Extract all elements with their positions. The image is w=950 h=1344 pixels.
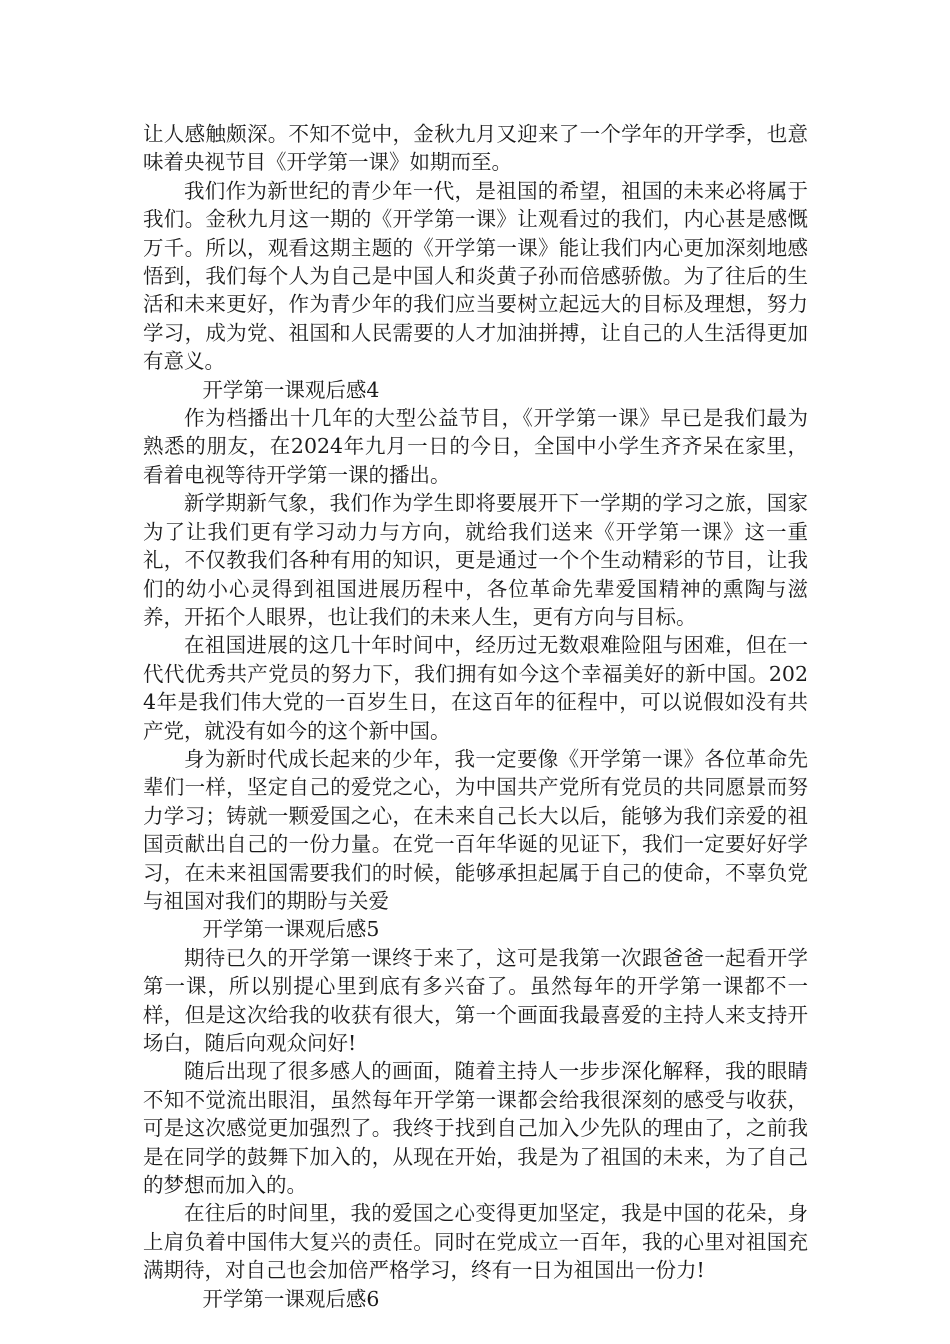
paragraph: 作为档播出十几年的大型公益节目，《开学第一课》早已是我们最为熟悉的朋友，在2024年九月一日的今日，全国中小学生齐齐呆在家里，看着电视等待开学第一课的播出。 <box>143 406 808 487</box>
paragraph: 在往后的时间里，我的爱国之心变得更加坚定，我是中国的花朵，身上肩负着中国伟大复兴的责任。同时在党成立一百年，我的心里对祖国充满期待，对自己也会加倍严格学习，终有一日为祖国出一份力! <box>143 1201 808 1283</box>
section-heading: 开学第一课观后感6 <box>202 1286 380 1311</box>
paragraph: 期待已久的开学第一课终于来了，这可是我第一次跟爸爸一起看开学第一课，所以别提心里到底有多兴奋了。虽然每年的开学第一课都不一样，但是这次给我的收获有很大，第一个画面我最喜爱的主持人来支持开场白，随后向观众问好! <box>143 945 808 1055</box>
paragraph: 随后出现了很多感人的画面，随着主持人一步步深化解释，我的眼睛不知不觉流出眼泪，虽然每年开学第一课都会给我很深刻的感受与收获，可是这次感觉更加强烈了。我终于找到自己加入少先队的理由了，之前我是在同学的鼓舞下加入的，从现在开始，我是为了祖国的未来，为了自己的梦想而加入的。 <box>143 1059 808 1198</box>
section-heading: 开学第一课观后感5 <box>202 917 380 942</box>
paragraph: 我们作为新世纪的青少年一代，是祖国的希望，祖国的未来必将属于我们。金秋九月这一期的《开学第一课》让观看过的我们，内心甚是感慨万千。所以，观看这期主题的《开学第一课》能让我们内心更加深刻地感悟到，我们每个人为自己是中国人和炎黄子孙而倍感骄傲。为了往后的生活和未来更好，作为青少年的我们应当要树立起远大的目标及理想，努力学习，成为党、祖国和人民需要的人才加油拼搏，让自己的人生活得更加有意义。 <box>143 178 808 374</box>
paragraph-continued: 让人感触颇深。不知不觉中，金秋九月又迎来了一个学年的开学季，也意味着央视节目《开学第一课》如期而至。 <box>143 122 808 175</box>
paragraph: 在祖国进展的这几十年时间中，经历过无数艰难险阻与困难，但在一代代优秀共产党员的努力下，我们拥有如今这个幸福美好的新中国。2024年是我们伟大党的一百岁生日，在这百年的征程中，可以说假如没有共产党，就没有如今的这个新中国。 <box>143 633 808 743</box>
paragraph: 新学期新气象，我们作为学生即将要展开下一学期的学习之旅，国家为了让我们更有学习动力与方向，就给我们送来《开学第一课》这一重礼，不仅教我们各种有用的知识，更是通过一个个生动精彩的节目，让我们的幼小心灵得到祖国进展历程中，各位革命先辈爱国精神的熏陶与滋养，开拓个人眼界，也让我们的未来人生，更有方向与目标。 <box>143 491 808 629</box>
paragraph: 身为新时代成长起来的少年，我一定要像《开学第一课》各位革命先辈们一样，坚定自己的爱党之心，为中国共产党所有党员的共同愿景而努力学习；铸就一颗爱国之心，在未来自己长大以后，能够为我们亲爱的祖国贡献出自己的一份力量。在党一百年华诞的见证下，我们一定要好好学习，在未来祖国需要我们的时候，能够承担起属于自己的使命，不辜负党与祖国对我们的期盼与关爱 <box>143 746 808 913</box>
section-heading: 开学第一课观后感4 <box>202 377 380 402</box>
document-body <box>143 120 808 1313</box>
